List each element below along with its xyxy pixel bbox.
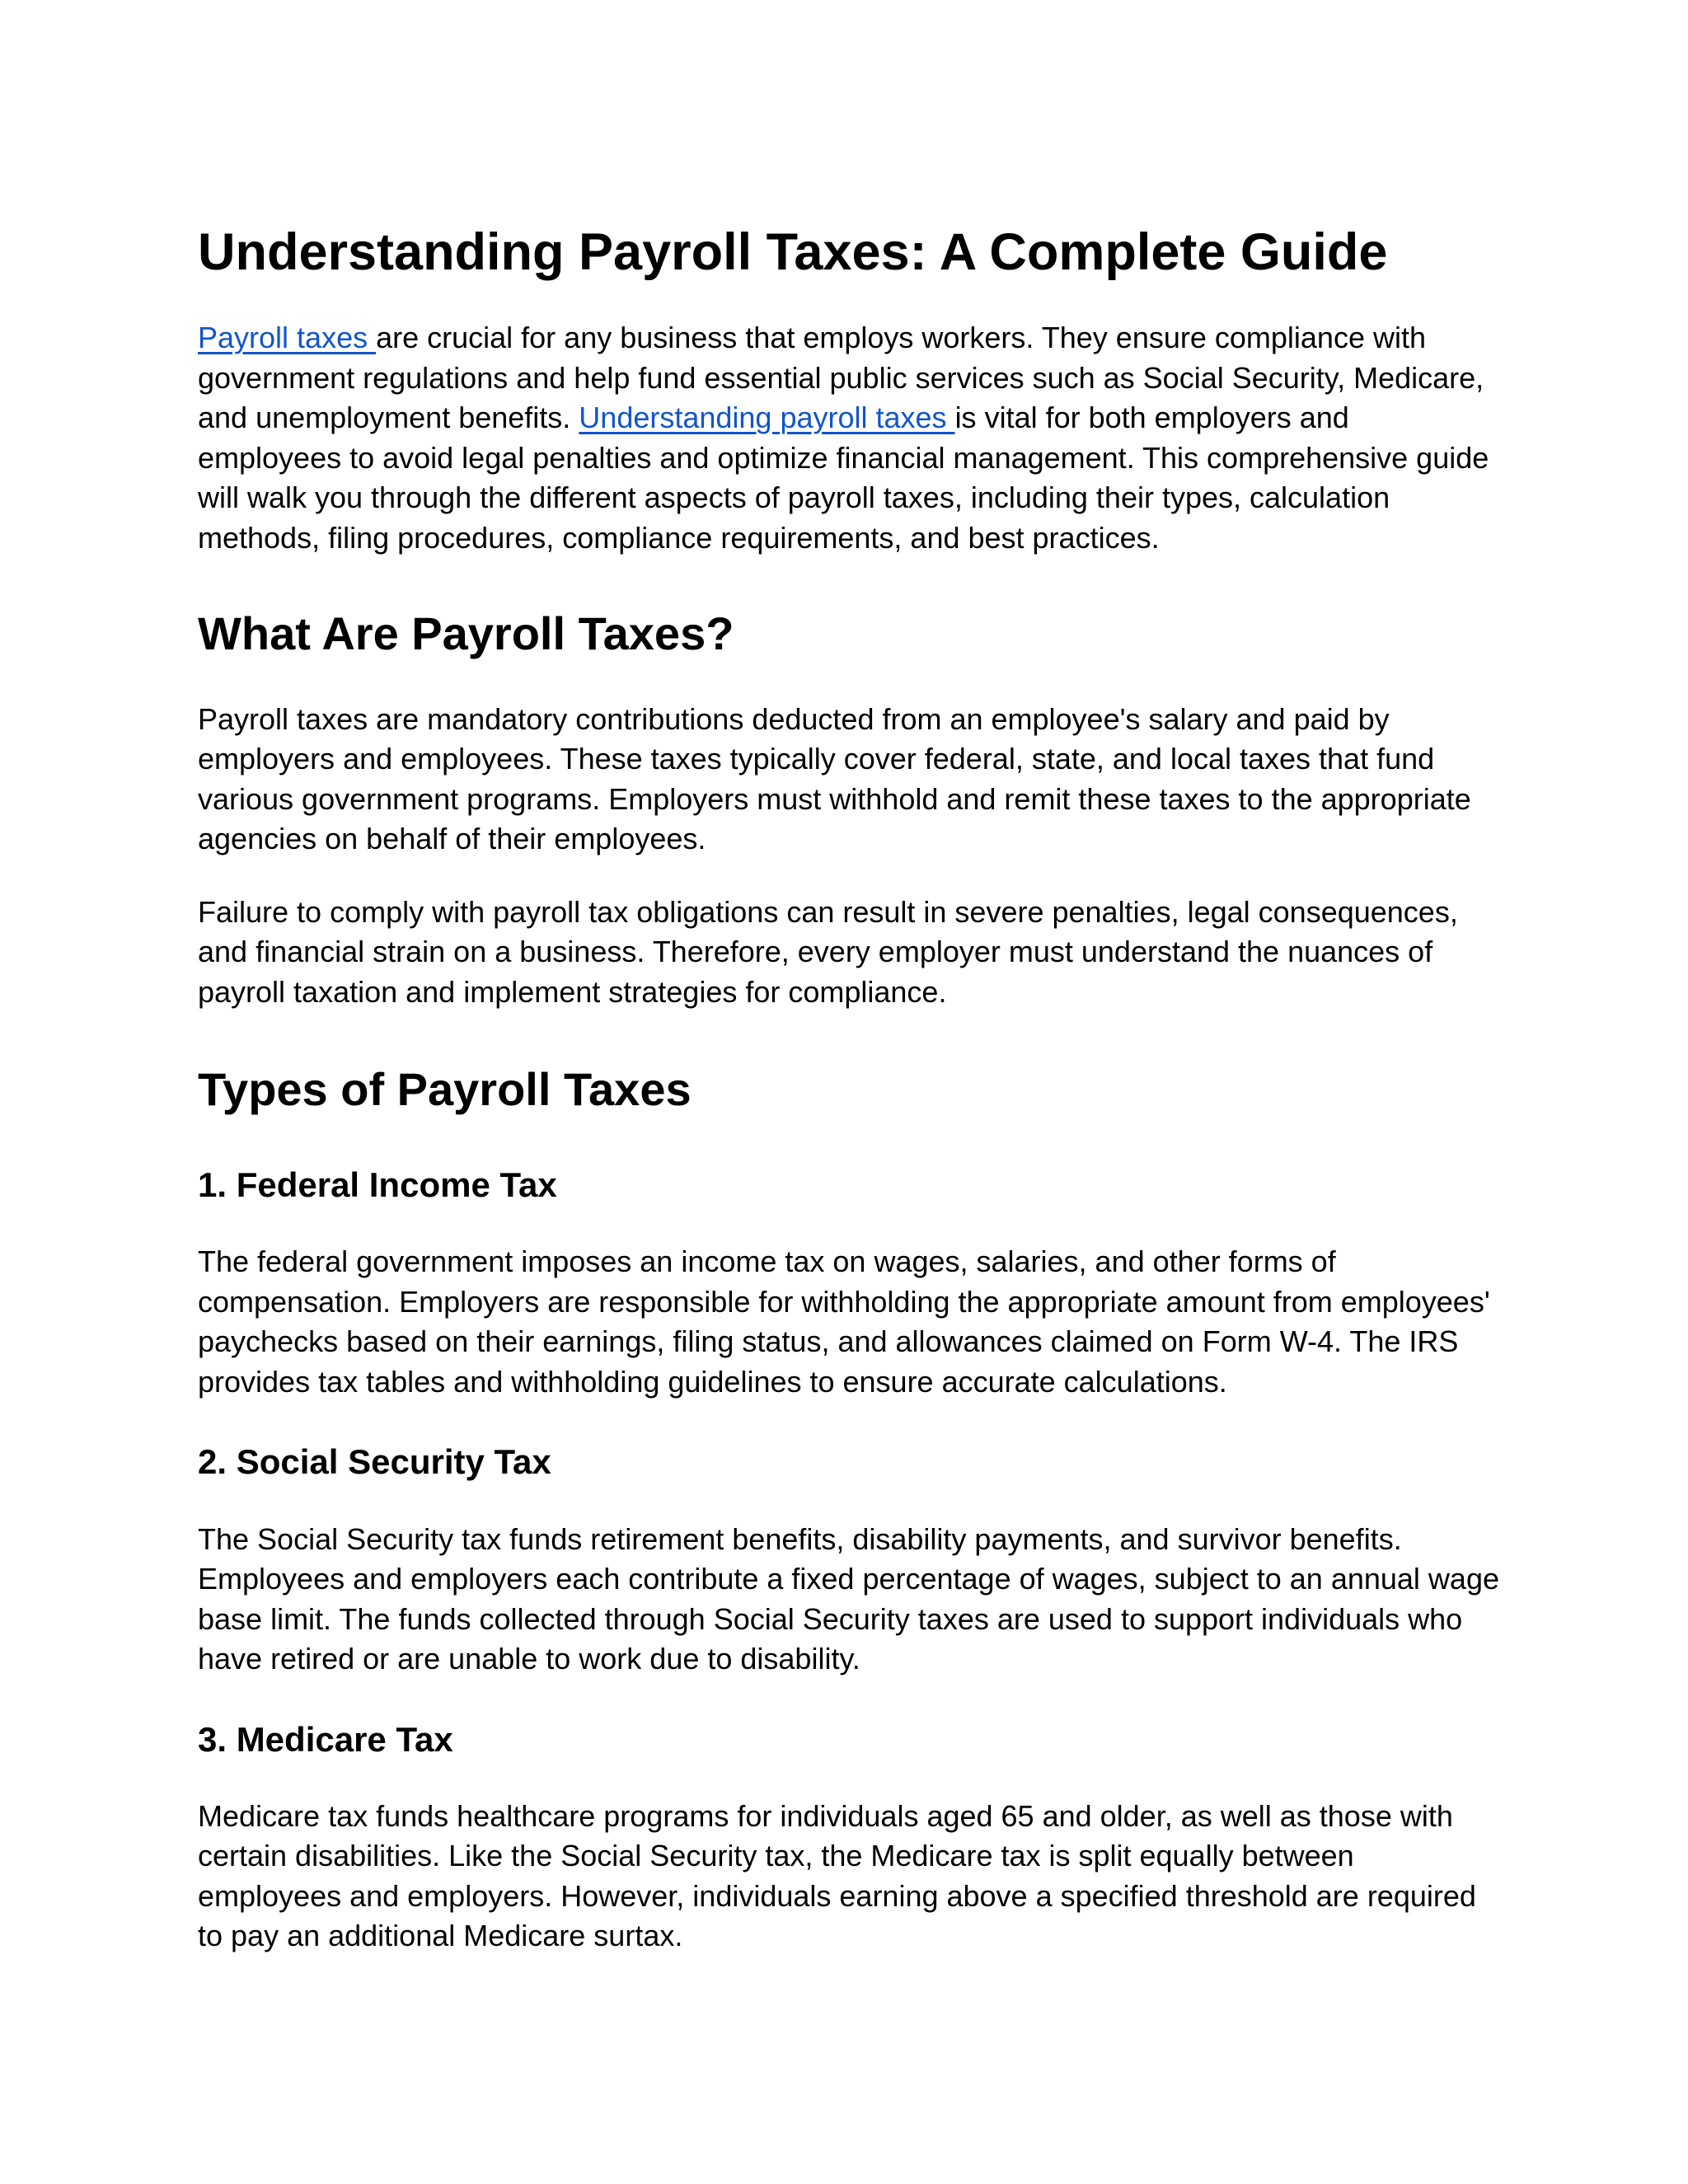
medicare-tax-paragraph: Medicare tax funds healthcare programs for individuals aged 65 and older, as well as those with certain disabilities. Like the Social Security tax, the Medicare tax is split equally between employees and employers. However, individuals earning above a specified threshold are required to pay an additional Medicare surtax. <box>198 1798 1476 1953</box>
payroll-taxes-link[interactable]: Payroll taxes <box>198 321 377 355</box>
intro-text-2: is vital for both employers and employees to avoid legal penalties and optimize financial management. This comprehensive guide will walk you through the different aspects of payroll taxes, including their types, calculation methods, filing procedures, compliance requirements, and best practices. <box>198 401 1489 555</box>
federal-income-tax-paragraph: The federal government imposes an income tax on wages, salaries, and other forms of compensation. Employers are responsible for withholding the appropriate amount from employees' paychecks based on their earnings, filing status, and allowances claimed on Form W-4. The IRS provides tax tables and withholding guidelines to ensure accurate calculations. <box>198 1244 1490 1399</box>
intro-text-1: are crucial for any business that employs workers. They ensure compliance with government regulations and help fund essential public services such as Social Security, Medicare, and unemployment benefits. <box>198 321 1484 435</box>
intro-paragraph <box>198 318 1500 558</box>
medicare-tax-heading: 3. Medicare Tax <box>198 1719 453 1759</box>
what-are-payroll-taxes-heading: What Are Payroll Taxes? <box>198 607 734 660</box>
federal-income-tax-heading: 1. Federal Income Tax <box>198 1165 557 1204</box>
understanding-payroll-taxes-link[interactable]: Understanding payroll taxes <box>579 401 955 435</box>
social-security-tax-paragraph: The Social Security tax funds retirement benefits, disability payments, and survivor benefits. Employees and employers each contribute a fixed percentage of wages, subject to an annual wage base limit. The funds collected through Social Security taxes are used to support individuals who have retired or are unable to work due to disability. <box>198 1521 1499 1675</box>
social-security-tax-heading: 2. Social Security Tax <box>198 1442 551 1482</box>
page-title: Understanding Payroll Taxes: A Complete Guide <box>198 223 1388 281</box>
what-paragraph-2: Failure to comply with payroll tax obligations can result in severe penalties, legal consequences, and financial strain on a business. Therefore, every employer must understand the nuances of payroll taxation and implement strategies for compliance. <box>198 894 1458 1009</box>
what-paragraph-1: Payroll taxes are mandatory contributions deducted from an employee's salary and paid by employers and employees. These taxes typically cover federal, state, and local taxes that fund various government programs. Employers must withhold and remit these taxes to the appropriate agencies on behalf of their employees. <box>198 701 1471 856</box>
document-page <box>198 223 1500 1957</box>
types-of-payroll-taxes-heading: Types of Payroll Taxes <box>198 1063 692 1116</box>
